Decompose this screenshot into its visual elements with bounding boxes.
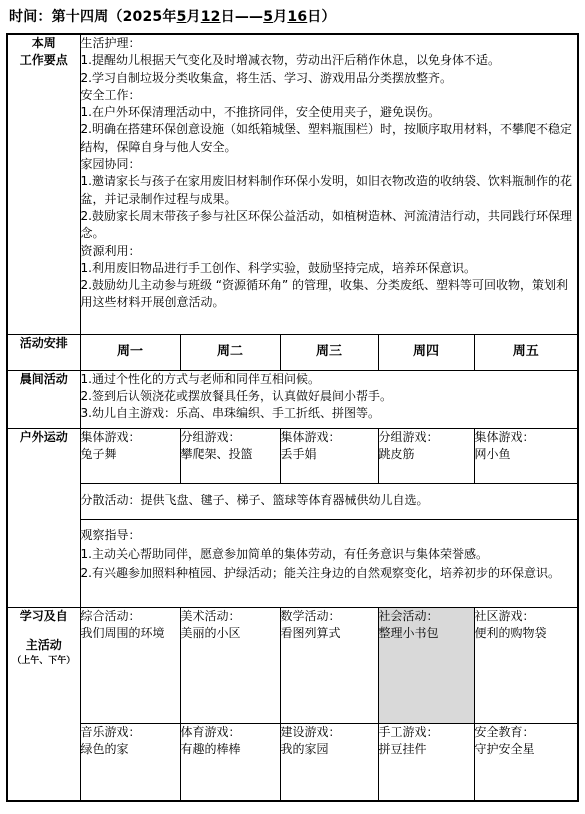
month-char: 月 <box>186 9 201 25</box>
learning-row-2 <box>7 723 578 801</box>
learning-cell-tue-1: 美术活动： 美丽的小区 <box>180 607 280 723</box>
month-char-2: 月 <box>273 9 288 25</box>
focus-line: 资源利用： <box>80 243 141 258</box>
title-suffix: 日） <box>307 9 336 25</box>
morning-content <box>80 370 578 428</box>
outdoor-game-mon: 集体游戏： 兔子舞 <box>80 428 180 483</box>
weekly-focus-content <box>80 34 578 334</box>
day-header-fri: 周五 <box>474 334 578 370</box>
learning-label: 学习及自 主活动 （上午、下午） <box>7 607 80 801</box>
weekly-focus-label: 本周 工作要点 <box>7 34 80 334</box>
outdoor-game-fri: 集体游戏： 网小鱼 <box>474 428 578 483</box>
focus-line: 1.邀请家长与孩子在家用废旧材料制作环保小发明，如旧衣物改造的收纳袋、饮料瓶制作的花盆，并记录制作过程与成果。 <box>80 174 572 206</box>
weekly-plan-table <box>6 33 579 802</box>
learning-cell-tue-2: 体育游戏： 有趣的棒棒 <box>180 723 280 801</box>
learning-cell-wed-2: 建设游戏： 我的家园 <box>280 723 378 801</box>
outdoor-observe-row <box>7 519 578 607</box>
focus-line: 安全工作： <box>80 87 141 102</box>
learning-cell-thu-1: 社会活动： 整理小书包 <box>378 607 474 723</box>
day-char: 日 <box>220 9 235 25</box>
weekly-focus-row <box>7 34 578 334</box>
morning-row <box>7 370 578 428</box>
focus-line: 1.利用废旧物品进行手工创作、科学实验，鼓励坚持完成，培养环保意识。 <box>80 260 476 275</box>
focus-line: 生活护理： <box>80 36 141 50</box>
schedule-label: 活动安排 <box>7 334 80 370</box>
outdoor-scattered-row <box>7 483 578 519</box>
focus-line: 1.提醒幼儿根据天气变化及时增减衣物，劳动出汗后稍作休息，以免身体不适。 <box>80 53 500 68</box>
outdoor-observe: 观察指导： 1.主动关心帮助同伴，愿意参加简单的集体劳动，有任务意识与集体荣誉感。 2.有兴趣参加照料种植园、护绿活动；能关注身边的自然观察变化，培养初步的环保意识。 <box>80 519 578 607</box>
outdoor-game-thu: 分组游戏： 跳皮筋 <box>378 428 474 483</box>
outdoor-game-wed: 集体游戏： 丢手娟 <box>280 428 378 483</box>
morning-line: 2.签到后认领浇花或摆放餐具任务，认真做好晨间小帮手。 <box>80 388 392 403</box>
day-header-wed: 周三 <box>280 334 378 370</box>
learning-cell-mon-1: 综合活动： 我们周围的环境 <box>80 607 180 723</box>
focus-line: 2.鼓励幼儿主动参与班级 “资源循环角” 的管理，收集、分类废纸、塑料等可回收物，策划利用这些材料开展创意活动。 <box>80 278 569 310</box>
learning-row-1 <box>7 607 578 723</box>
day-header-mon: 周一 <box>80 334 180 370</box>
end-day: 16 <box>287 9 308 25</box>
focus-line: 2.学习自制垃圾分类收集盒，将生活、学习、游戏用品分类摆放整齐。 <box>80 70 452 85</box>
learning-cell-fri-2: 安全教育： 守护安全星 <box>474 723 578 801</box>
focus-line: 家园协同： <box>80 157 141 172</box>
start-month: 5 <box>176 9 187 25</box>
title-prefix: 时间：第十四周（2025年 <box>9 9 177 25</box>
outdoor-label: 户外运动 <box>7 428 80 607</box>
morning-line: 1.通过个性化的方式与老师和同伴互相问候。 <box>80 371 320 386</box>
morning-line: 3.幼儿自主游戏：乐高、串珠编织、手工折纸、拼图等。 <box>80 406 380 421</box>
schedule-header-row <box>7 334 578 370</box>
outdoor-game-tue: 分组游戏： 攀爬架、投篮 <box>180 428 280 483</box>
outdoor-scattered: 分散活动：提供飞盘、毽子、梯子、篮球等体育器械供幼儿自选。 <box>80 483 578 519</box>
date-separator: —— <box>234 9 264 25</box>
end-month: 5 <box>263 9 274 25</box>
learning-cell-thu-2: 手工游戏： 拼豆挂件 <box>378 723 474 801</box>
day-header-thu: 周四 <box>378 334 474 370</box>
learning-cell-fri-1: 社区游戏： 便利的购物袋 <box>474 607 578 723</box>
learning-cell-wed-1: 数学活动： 看图列算式 <box>280 607 378 723</box>
focus-line: 1.在户外环保清理活动中，不推挤同伴，安全使用夹子，避免误伤。 <box>80 105 440 120</box>
learning-cell-mon-2: 音乐游戏： 绿色的家 <box>80 723 180 801</box>
outdoor-games-row <box>7 428 578 483</box>
focus-line: 2.明确在搭建环保创意设施（如纸箱城堡、塑料瓶围栏）时，按顺序取用材料，不攀爬不稳定结构，保障自身与他人安全。 <box>80 122 572 154</box>
start-day: 12 <box>200 9 221 25</box>
day-header-tue: 周二 <box>180 334 280 370</box>
morning-label: 晨间活动 <box>7 370 80 428</box>
page-title <box>9 6 336 26</box>
focus-line: 2.鼓励家长周末带孩子参与社区环保公益活动，如植树造林、河流清洁行动，共同践行环保理念。 <box>80 208 572 241</box>
